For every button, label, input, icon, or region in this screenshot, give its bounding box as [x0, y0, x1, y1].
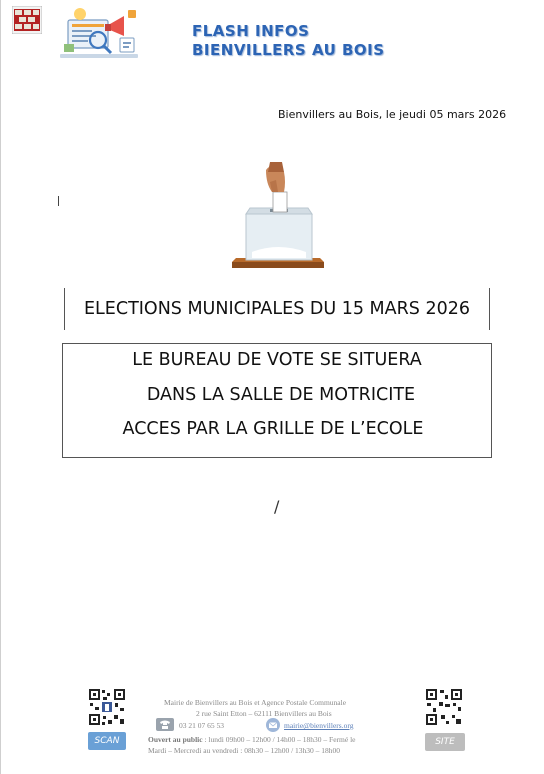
polling-notice-line-2: DANS LA SALLE DE MOTRICITE: [146, 385, 416, 405]
page-edge: [0, 0, 1, 774]
elections-heading: ELECTIONS MUNICIPALES DU 15 MARS 2026: [83, 299, 470, 319]
footer-hours-line-2: Mardi – Mercredi au vendredi : 08h30 – 12h00 / 13h30 – 18h00: [148, 746, 341, 755]
date-line: Bienvillers au Bois, le jeudi 05 mars 2026: [278, 108, 507, 121]
ballot-box-icon: [226, 162, 330, 276]
bulletin-title-line-2: BIENVILLERS AU BOIS: [192, 41, 385, 59]
polling-notice-box: [62, 343, 492, 458]
stray-slash: /: [274, 497, 280, 516]
bulletin-title: [192, 22, 385, 60]
footer-email-link[interactable]: mairie@bienvillers.org: [284, 721, 354, 730]
footer-hours-line-1: [148, 735, 356, 744]
crest-icon: [12, 6, 42, 34]
scan-button[interactable]: SCAN: [88, 732, 126, 750]
elections-heading-box: [64, 288, 490, 330]
stray-mark: [58, 196, 59, 206]
footer-hours-text: : lundi 09h00 – 12h00 / 14h00 – 18h30 – Fermé le: [202, 735, 356, 744]
footer-address-line-2: 2 rue Saint Etton – 62111 Bienvillers au Bois: [196, 709, 332, 718]
footer-address-line-1: Mairie de Bienvillers au Bois et Agence Postale Communale: [164, 698, 347, 707]
site-button[interactable]: SITE: [425, 733, 465, 751]
footer-phone: 03 21 07 65 53: [179, 721, 224, 730]
footer-hours-label: Ouvert au public: [148, 735, 203, 744]
phone-icon: [156, 718, 174, 731]
polling-notice-line-1: LE BUREAU DE VOTE SE SITUERA: [132, 350, 422, 370]
qr-code-site-icon[interactable]: [425, 688, 463, 726]
news-illustration-icon: [58, 4, 140, 62]
mail-icon: [266, 718, 280, 732]
bulletin-title-line-1: FLASH INFOS: [192, 22, 310, 40]
qr-code-scan-icon[interactable]: [88, 688, 126, 726]
polling-notice-line-3: ACCES PAR LA GRILLE DE L’ECOLE: [122, 419, 424, 439]
